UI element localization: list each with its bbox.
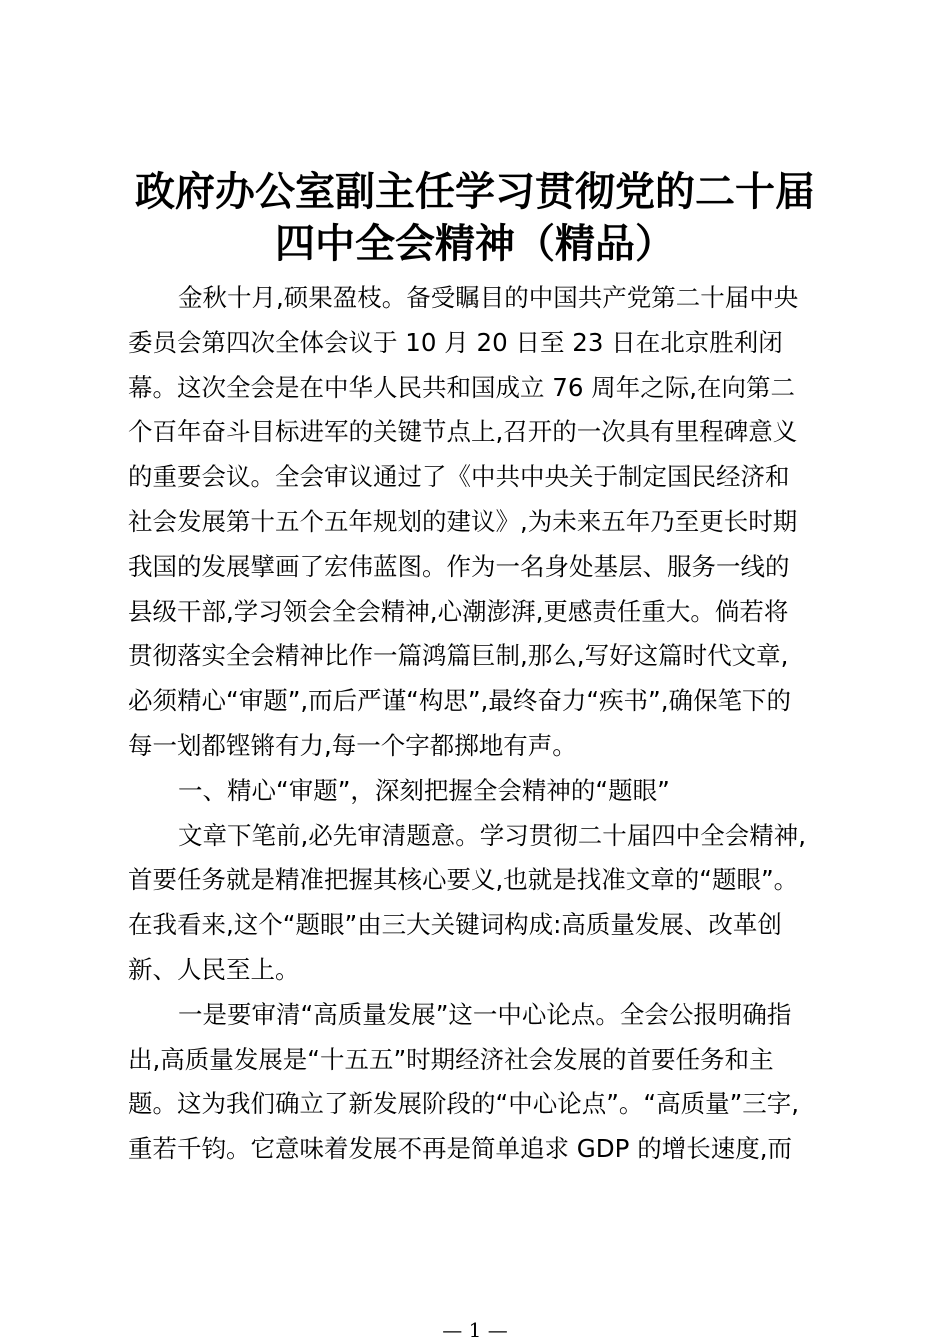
text-line: 文章下笔前,必先审清题意。学习贯彻二十届四中全会精神, xyxy=(178,820,807,850)
text-line: 委员会第四次全体会议于 10 月 20 日至 23 日在北京胜利闭 xyxy=(128,327,783,357)
text-line: 首要任务就是精准把握其核心要义,也就是找准文章的“题眼”。 xyxy=(128,865,799,895)
text-line: 必须精心“审题”,而后严谨“构思”,最终奋力“疾书”,确保笔下的 xyxy=(128,686,792,716)
text-line: 出,高质量发展是“十五五”时期经济社会发展的首要任务和主 xyxy=(128,1044,774,1074)
text-line: 题。这为我们确立了新发展阶段的“中心论点”。“高质量”三字, xyxy=(128,1089,800,1119)
text-line: 重若千钧。它意味着发展不再是简单追求 GDP 的增长速度,而 xyxy=(128,1134,792,1164)
text-line: 县级干部,学习领会全会精神,心潮澎湃,更感责任重大。倘若将 xyxy=(128,596,789,626)
document-body xyxy=(128,276,828,1172)
text-line: 个百年奋斗目标进军的关键节点上,召开的一次具有里程碑意义 xyxy=(128,417,798,447)
page-number: — 1 — xyxy=(442,1318,508,1342)
text-line: 我国的发展擘画了宏伟蓝图。作为一名身处基层、服务一线的 xyxy=(128,551,790,581)
text-line: 一是要审清“高质量发展”这一中心论点。全会公报明确指 xyxy=(178,999,792,1029)
text-line: 在我看来,这个“题眼”由三大关键词构成:高质量发展、改革创 xyxy=(128,910,782,940)
text-line: 每一划都铿锵有力,每一个字都掷地有声。 xyxy=(128,730,577,760)
text-line: 社会发展第十五个五年规划的建议》,为未来五年乃至更长时期 xyxy=(128,506,798,536)
text-line: 贯彻落实全会精神比作一篇鸿篇巨制,那么,写好这篇时代文章, xyxy=(128,641,789,671)
text-line: 金秋十月,硕果盈枝。备受瞩目的中国共产党第二十届中央 xyxy=(178,283,799,312)
text-line: 的重要会议。全会审议通过了《中共中央关于制定国民经济和 xyxy=(128,462,790,492)
text-line: 新、人民至上。 xyxy=(128,954,300,984)
document-title-line-2: 四中全会精神（精品） xyxy=(275,221,675,267)
text-line: 幕。这次全会是在中华人民共和国成立 76 周年之际,在向第二 xyxy=(128,372,796,402)
document-title-line-1: 政府办公室副主任学习贯彻党的二十届 xyxy=(135,169,815,215)
text-line: 一、精心“审题”，深刻把握全会精神的“题眼” xyxy=(178,775,670,805)
